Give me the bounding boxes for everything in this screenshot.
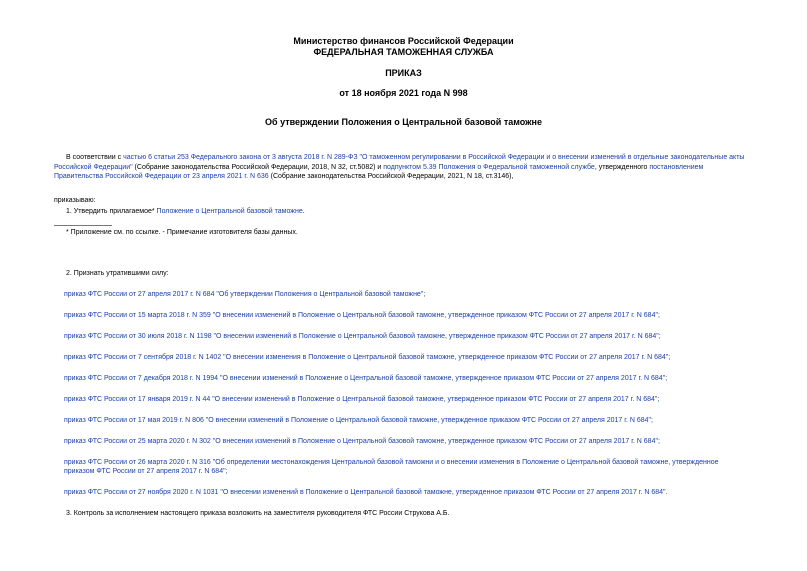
footnote-separator	[54, 225, 112, 226]
ministry-heading: Министерство финансов Российской Федерации	[293, 36, 514, 46]
law-link[interactable]: частью 6 статьи 253 Федерального закона от 3 августа 2018 г. N 289-ФЗ "О таможенном регулировании в Российской Федерации и о внесении изменений в отдельные законодательные акты Российской Федерации"	[54, 154, 745, 171]
regulation-link[interactable]: подпунктом 5.39 Положения о Федеральной таможенной службе	[383, 163, 595, 171]
repealed-order-link[interactable]: приказ ФТС России от 25 марта 2020 г. N 302 "О внесении изменений в Положение о Центральной базовой таможне, утвержденное приказом ФТС России от 27 апреля 2017 г. N 684";	[64, 438, 660, 445]
doc-type-heading: ПРИКАЗ	[385, 68, 422, 78]
repealed-order-link[interactable]: приказ ФТС России от 7 сентября 2018 г. N 1402 "О внесении изменения в Положение о Центральной базовой таможне, утвержденное приказом ФТС России от 27 апреля 2017 г. N 684";	[64, 354, 671, 361]
repealed-order-link[interactable]: приказ ФТС России от 26 марта 2020 г. N 316 "Об определении местонахождения Центральной базовой таможни и о внесении изменения в Положение о Центральной базовой таможне, утвержденное приказом ФТС России от 27 апреля 2017 г. N 684";	[64, 459, 719, 475]
item-1-end: .	[302, 208, 305, 215]
resolution-link[interactable]: постановлением Правительства Российской Федерации от 23 апреля 2021 г. N 636	[54, 163, 704, 180]
preamble-text-2: (Собрание законодательства Российской Федерации, 2018, N 32, ст.5082) и	[132, 163, 384, 171]
item-1	[54, 207, 749, 217]
preamble-text-1: В соответствии с	[66, 154, 124, 161]
item-3: 3. Контроль за исполнением настоящего приказа возложить на заместителя руководителя ФТС России Струкова А.Б.	[66, 510, 450, 517]
repealed-order-link[interactable]: приказ ФТС России от 17 января 2019 г. N 44 "О внесении изменений в Положение о Центральной базовой таможне, утвержденное приказом ФТС России от 27 апреля 2017 г. N 684";	[64, 396, 660, 403]
preamble-text-3: , утвержденного	[594, 163, 650, 171]
repealed-order-link[interactable]: приказ ФТС России от 17 мая 2019 г. N 806 "О внесении изменений в Положение о Центральной базовой таможне, утвержденное приказом ФТС России от 27 апреля 2017 г. N 684";	[64, 417, 653, 424]
doc-date: от 18 ноября 2021 года N 998	[339, 88, 468, 98]
regulation-attachment-link[interactable]: Положение о Центральной базовой таможне	[156, 208, 303, 215]
footnote: * Приложение см. по ссылке. - Примечание изготовителя базы данных.	[66, 229, 298, 236]
item-2: 2. Признать утратившими силу:	[66, 270, 169, 277]
repealed-order-link[interactable]: приказ ФТС России от 27 ноября 2020 г. N 1031 "О внесении изменений в Положение о Центральной базовой таможне, утвержденное приказом ФТС России от 27 апреля 2017 г. N 684".	[64, 489, 668, 496]
service-heading: ФЕДЕРАЛЬНАЯ ТАМОЖЕННАЯ СЛУЖБА	[313, 47, 494, 57]
repealed-order-link[interactable]: приказ ФТС России от 15 марта 2018 г. N 359 "О внесении изменений в Положение о Центральной базовой таможне, утвержденное приказом ФТС России от 27 апреля 2017 г. N 684";	[64, 312, 660, 319]
preamble-text-4: (Собрание законодательства Российской Федерации, 2021, N 18, ст.3146),	[268, 173, 514, 180]
preamble	[54, 153, 749, 182]
repealed-order-link[interactable]: приказ ФТС России от 7 декабря 2018 г. N 1994 "О внесении изменений в Положение о Центральной базовой таможне, утвержденное приказом ФТС России от 27 апреля 2017 г. N 684";	[64, 375, 668, 382]
item-1-text: 1. Утвердить прилагаемое*	[66, 208, 157, 215]
order-word: приказываю:	[54, 197, 96, 204]
repealed-order-link[interactable]: приказ ФТС России от 30 июля 2018 г. N 1198 "О внесении изменений в Положение о Центральной базовой таможне, утвержденное приказом ФТС России от 27 апреля 2017 г. N 684";	[64, 333, 661, 340]
repealed-order-link[interactable]: приказ ФТС России от 27 апреля 2017 г. N 684 "Об утверждении Положения о Центральной базовой таможне";	[64, 291, 426, 298]
doc-title: Об утверждении Положения о Центральной базовой таможне	[265, 117, 542, 127]
